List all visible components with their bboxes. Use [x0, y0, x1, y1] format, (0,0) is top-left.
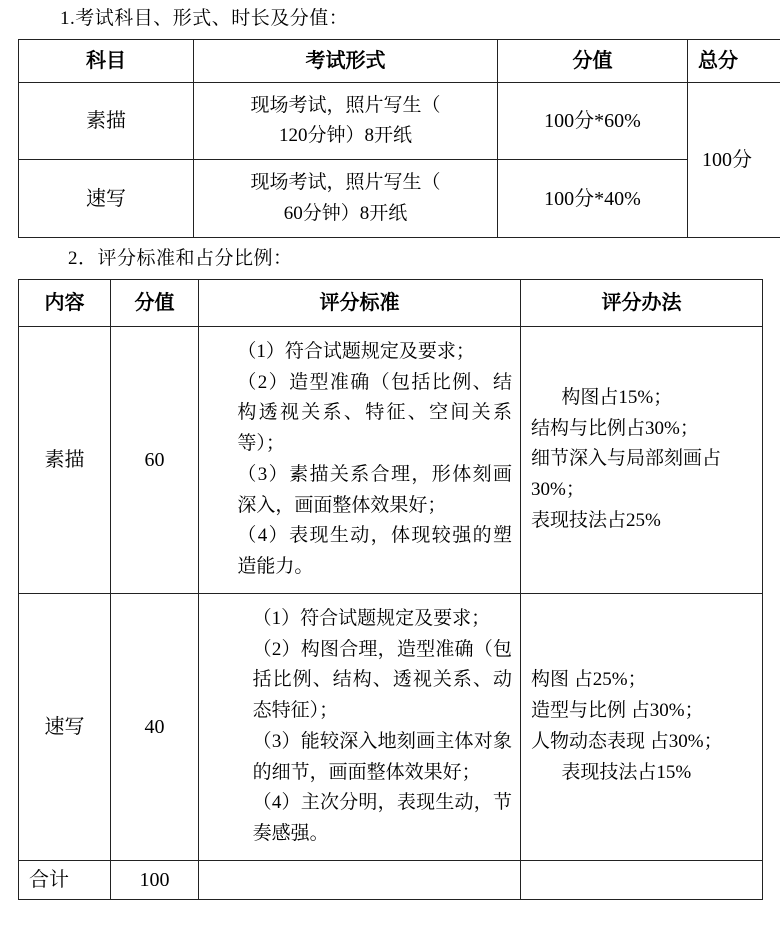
cell-subject-quick-sketch: 速写	[19, 160, 194, 238]
criteria-item-4: （4）主次分明，表现生动，节奏感强。	[207, 788, 512, 850]
table-summary-row	[19, 861, 763, 900]
cell-summary-blank-criteria	[199, 861, 521, 900]
method-item-2: 结构与比例占30%；	[531, 414, 754, 445]
column-header-subject: 科目	[19, 39, 194, 82]
form-line-2: 60分钟）8开纸	[204, 199, 487, 229]
cell-category-quick-sketch: 速写	[19, 593, 111, 860]
column-header-points: 分值	[111, 279, 199, 326]
column-header-content: 内容	[19, 279, 111, 326]
column-header-method: 评分办法	[521, 279, 763, 326]
cell-total-score: 100分	[688, 82, 780, 238]
column-header-total: 总分	[688, 39, 780, 82]
method-item-4: 表现技法占15%	[531, 758, 754, 789]
section-1-heading: 1.考试科目、形式、时长及分值：	[60, 6, 762, 33]
form-line-1: 现场考试，照片写生（	[204, 168, 487, 198]
criteria-item-2: （2）构图合理，造型准确（包括比例、结构、透视关系、动态特征）；	[207, 635, 512, 727]
cell-method-sketch	[521, 326, 763, 593]
cell-summary-blank-method	[521, 861, 763, 900]
criteria-item-3: （3）能较深入地刻画主体对象的细节，画面整体效果好；	[207, 727, 512, 789]
exam-subjects-table	[18, 39, 780, 239]
table-row	[19, 82, 780, 160]
method-item-3: 细节深入与局部刻画占30%；	[531, 444, 754, 506]
column-header-criteria: 评分标准	[199, 279, 521, 326]
cell-score-sketch: 100分*60%	[498, 82, 688, 160]
form-line-1: 现场考试，照片写生（	[204, 91, 487, 121]
cell-method-quick-sketch	[521, 593, 763, 860]
criteria-item-1: （1）符合试题规定及要求；	[207, 337, 512, 368]
method-item-1: 构图占15%；	[531, 383, 754, 414]
table-row	[19, 326, 763, 593]
cell-criteria-sketch	[199, 326, 521, 593]
criteria-item-2: （2）造型准确（包括比例、结构透视关系、特征、空间关系等）；	[207, 368, 512, 460]
cell-points-sketch: 60	[111, 326, 199, 593]
cell-category-sketch: 素描	[19, 326, 111, 593]
document-page	[0, 6, 780, 938]
criteria-item-4: （4）表现生动，体现较强的塑造能力。	[207, 521, 512, 583]
cell-form-sketch	[194, 82, 498, 160]
criteria-item-3: （3）素描关系合理，形体刻画深入，画面整体效果好；	[207, 460, 512, 522]
section-2-heading: 2．评分标准和占分比例：	[68, 246, 762, 273]
cell-points-quick-sketch: 40	[111, 593, 199, 860]
method-item-2: 造型与比例 占30%；	[531, 696, 754, 727]
method-item-4: 表现技法占25%	[531, 506, 754, 537]
form-line-2: 120分钟）8开纸	[204, 121, 487, 151]
table-header-row	[19, 39, 780, 82]
cell-summary-value: 100	[111, 861, 199, 900]
method-item-3: 人物动态表现 占30%；	[531, 727, 754, 758]
table-header-row	[19, 279, 763, 326]
cell-criteria-quick-sketch	[199, 593, 521, 860]
column-header-score: 分值	[498, 39, 688, 82]
table-row	[19, 160, 780, 238]
cell-score-quick-sketch: 100分*40%	[498, 160, 688, 238]
column-header-form: 考试形式	[194, 39, 498, 82]
criteria-item-1: （1）符合试题规定及要求；	[207, 604, 512, 635]
scoring-criteria-table	[18, 279, 763, 900]
method-item-1: 构图 占25%；	[531, 665, 754, 696]
table-row	[19, 593, 763, 860]
cell-form-quick-sketch	[194, 160, 498, 238]
cell-summary-label: 合计	[19, 861, 111, 900]
cell-subject-sketch: 素描	[19, 82, 194, 160]
